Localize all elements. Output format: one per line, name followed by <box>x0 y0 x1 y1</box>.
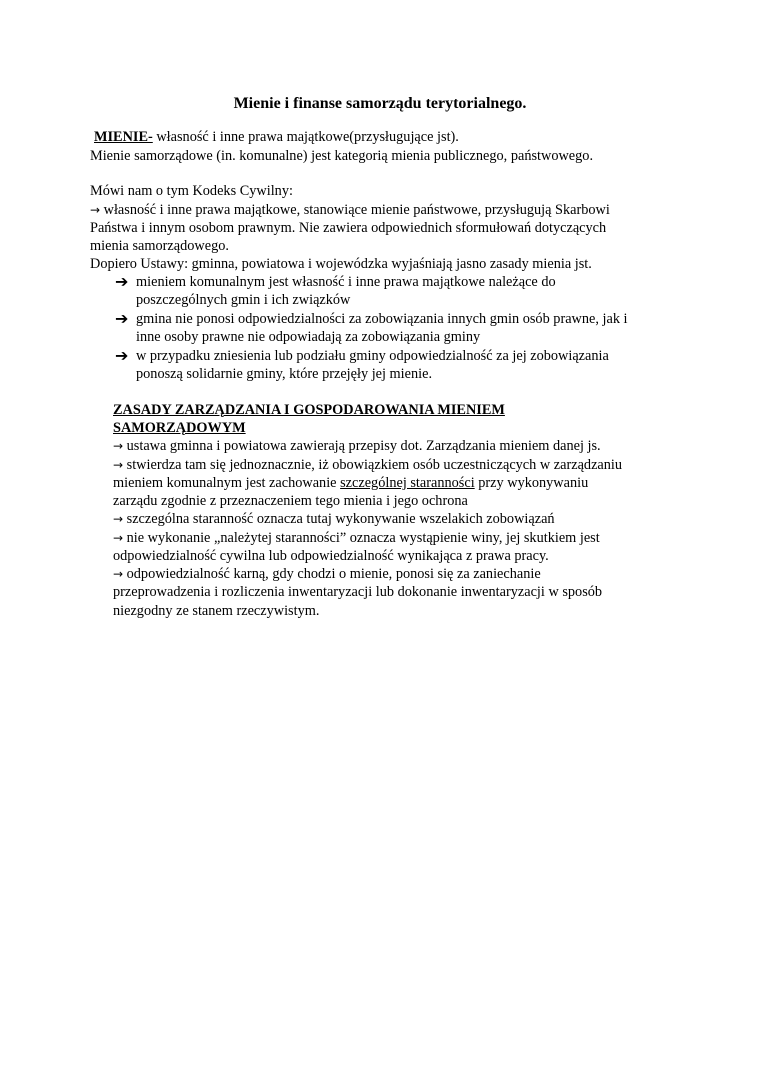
list-item-cont: inne osoby prawne nie odpowiadają za zobowiązania gminy <box>136 329 481 345</box>
arrow-icon: → <box>113 531 124 545</box>
kodeks-heading: Mówi nam o tym Kodeks Cywilny: <box>90 183 293 199</box>
list-item: gmina nie ponosi odpowiedzialności za zobowiązania innych gmin osób prawne, jak i <box>136 311 628 327</box>
section-heading-cont: SAMORZĄDOWYM <box>113 420 246 436</box>
list-item: w przypadku zniesienia lub podziału gminy odpowiedzialność za jej zobowiązania <box>136 348 609 364</box>
mienie-term: MIENIE- <box>94 129 153 145</box>
zasady-item-4-cont: odpowiedzialność cywilna lub odpowiedzialność wynikająca z prawa pracy. <box>113 548 549 564</box>
page-title: Mienie i finanse samorządu terytorialnego. <box>233 95 527 112</box>
kodeks-line-2: Państwa i innym osobom prawnym. Nie zawiera odpowiednich sformułowań dotyczących <box>90 220 607 236</box>
arrow-icon: → <box>113 512 124 526</box>
zasady-item-5-cont: niezgodny ze stanem rzeczywistym. <box>113 603 320 619</box>
arrow-icon: → <box>113 439 124 453</box>
list-item-cont: ponoszą solidarnie gminy, które przejęły jej mienie. <box>136 366 433 382</box>
bold-arrow-icon: ➔ <box>115 309 129 328</box>
zasady-item-5-cont: przeprowadzenia i rozliczenia inwentaryzacji lub dokonanie inwentaryzacji w sposób <box>113 584 603 600</box>
zasady-item-3: → szczególna staranność oznacza tutaj wykonywanie wszelakich zobowiązań <box>113 511 555 527</box>
arrow-icon: → <box>90 203 101 217</box>
mienie-definition: MIENIE- własność i inne prawa majątkowe(przysługujące jst). <box>94 129 459 145</box>
zasady-item-2-cont: zarządu zgodnie z przeznaczeniem tego mienia i jego ochrona <box>113 493 468 509</box>
kodeks-line-3: mienia samorządowego. <box>90 238 229 254</box>
zasady-item-4: → nie wykonanie „należytej staranności” oznacza wystąpienie winy, jej skutkiem jest <box>113 530 600 546</box>
arrow-icon: → <box>113 567 124 581</box>
mienie-samorzadowe-line: Mienie samorządowe (in. komunalne) jest kategorią mienia publicznego, państwowego. <box>90 148 594 164</box>
zasady-item-1: → ustawa gminna i powiatowa zawierają przepisy dot. Zarządzania mieniem danej js. <box>113 438 601 454</box>
underlined-phrase: szczególnej staranności <box>340 475 475 491</box>
ustawy-heading: Dopiero Ustawy: gminna, powiatowa i wojewódzka wyjaśniają jasno zasady mienia jst. <box>90 256 592 272</box>
bold-arrow-icon: ➔ <box>115 346 129 365</box>
list-item: mieniem komunalnym jest własność i inne prawa majątkowe należące do <box>136 274 556 290</box>
bold-arrow-icon: ➔ <box>115 272 129 291</box>
section-heading: ZASADY ZARZĄDZANIA I GOSPODAROWANIA MIENIEM <box>113 402 505 418</box>
zasady-item-2-cont: mieniem komunalnym jest zachowanie szczególnej staranności przy wykonywaniu <box>113 475 589 491</box>
kodeks-line-1: → własność i inne prawa majątkowe, stanowiące mienie państwowe, przysługują Skarbowi <box>90 202 610 218</box>
zasady-item-2: → stwierdza tam się jednoznacznie, iż obowiązkiem osób uczestniczących w zarządzaniu <box>113 457 623 473</box>
arrow-icon: → <box>113 458 124 472</box>
zasady-item-5: → odpowiedzialność karną, gdy chodzi o mienie, ponosi się za zaniechanie <box>113 566 541 582</box>
list-item-cont: poszczególnych gmin i ich związków <box>136 292 351 308</box>
